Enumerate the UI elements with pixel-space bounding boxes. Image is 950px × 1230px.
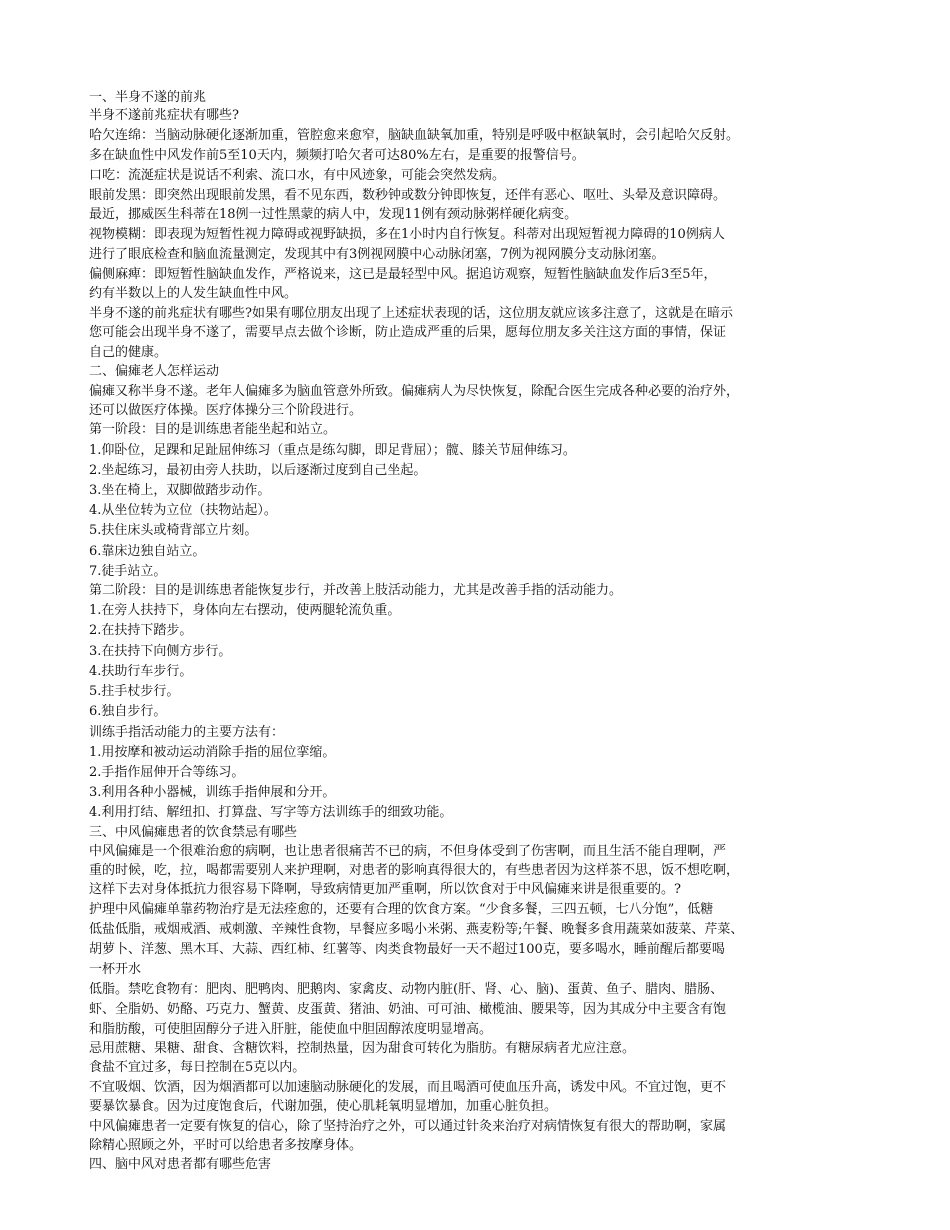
- text-line: 低脂。禁吃食物有：肥肉、肥鸭肉、肥鹅肉、家禽皮、动物内脏(肝、肾、心、脑)、蛋黄、鱼子、腊肉、腊肠、: [89, 982, 724, 998]
- document-body: [89, 88, 869, 1174]
- text-line: 半身不遂的前兆症状有哪些?如果有哪位朋友出现了上述症状表现的话，这位朋友就应该多注意了，这就是在暗示: [89, 306, 733, 322]
- text-line: 训练手指活动能力的主要方法有：: [89, 724, 285, 740]
- text-line: 眼前发黑：即突然出现眼前发黑，看不见东西，数秒钟或数分钟即恢复，还伴有恶心、呕吐、头晕及意识障碍。: [89, 188, 727, 204]
- text-line: 中风偏瘫患者一定要有恢复的信心，除了坚持治疗之外，可以通过针灸来治疗对病情恢复有很大的帮助啊，家属: [89, 1118, 727, 1134]
- text-line: 1.在旁人扶持下，身体向左右摆动，使两腿轮流负重。: [89, 603, 401, 619]
- text-line: 3.在扶持下向侧方步行。: [89, 643, 232, 659]
- text-line: 低盐低脂，戒烟戒酒、戒刺激、辛辣性食物，早餐应多喝小米粥、燕麦粉等;午餐、晚餐多食用蔬菜如菠菜、芹菜、: [89, 921, 744, 937]
- text-line: 您可能会出现半身不遂了，需要早点去做个诊断，防止造成严重的后果，愿每位朋友多关注这方面的事情，保证: [89, 325, 727, 341]
- text-line: 1.仰卧位，足踝和足趾屈伸练习（重点是练勾脚，即足背屈）；髋、膝关节屈伸练习。: [89, 442, 576, 458]
- text-line: 除精心照顾之外，平时可以给患者多按摩身体。: [89, 1137, 363, 1153]
- text-line: 4.从坐位转为立位（扶物站起）。: [89, 503, 277, 519]
- text-line: 4.扶助行车步行。: [89, 663, 193, 679]
- text-line: 4.利用打结、解纽扣、打算盘、写字等方法训练手的细致功能。: [89, 805, 453, 821]
- text-line: 和脂肪酸，可使胆固醇分子进入肝脏，能使血中胆固醇浓度明显增高。: [89, 1021, 493, 1037]
- text-line: 口吃：流涎症状是说话不利索、流口水，有中风迹象，可能会突然发病。: [89, 167, 506, 183]
- text-line: 3.利用各种小器械，训练手指伸展和分开。: [89, 785, 336, 801]
- text-line: 忌用蔗糖、果糖、甜食、含糖饮料，控制热量，因为甜食可转化为脂肪。有糖尿病者尤应注意。: [89, 1040, 636, 1056]
- text-line: 第二阶段：目的是训练患者能恢复步行，并改善上肢活动能力，尤其是改善手指的活动能力。: [89, 583, 623, 599]
- text-line: 自己的健康。: [89, 344, 168, 360]
- text-line: 最近，挪威医生科蒂在18例一过性黑蒙的病人中，发现11例有颈动脉粥样硬化病变。: [89, 207, 578, 223]
- text-line: 7.徒手站立。: [89, 563, 167, 579]
- text-line: 2.手指作屈伸开合等练习。: [89, 764, 245, 780]
- text-line: 护理中风偏瘫单靠药物治疗是无法痊愈的，还要有合理的饮食方案。“少食多餐，三四五顿，七八分饱”，低糖: [89, 902, 714, 918]
- text-line: 6.独自步行。: [89, 704, 167, 720]
- text-line: 约有半数以上的人发生缺血性中风。: [89, 286, 298, 302]
- text-line: 6.靠床边独自站立。: [89, 543, 206, 559]
- text-line: 2.在扶持下踏步。: [89, 623, 193, 639]
- text-line: 5.扶住床头或椅背部立片刻。: [89, 523, 258, 539]
- text-line: 1.用按摩和被动运动消除手指的屈位挛缩。: [89, 744, 336, 760]
- text-line: 视物模糊：即表现为短暂性视力障碍或视野缺损，多在1小时内自行恢复。科蒂对出现短暂视力障碍的10例病人: [89, 227, 725, 243]
- text-line: 半身不遂前兆症状有哪些?: [89, 108, 239, 124]
- text-line: 第一阶段：目的是训练患者能坐起和站立。: [89, 422, 337, 438]
- text-line: 偏侧麻痺：即短暂性脑缺血发作，严格说来，这已是最轻型中风。据追访观察，短暂性脑缺血发作后3至5年，: [89, 266, 717, 282]
- text-line: 还可以做医疗体操。医疗体操分三个阶段进行。: [89, 403, 363, 419]
- text-line: 这样下去对身体抵抗力很容易下降啊，导致病情更加严重啊，所以饮食对于中风偏瘫来讲是很重要的。?: [89, 882, 681, 898]
- text-line: 四、脑中风对患者都有哪些危害: [89, 1156, 272, 1172]
- text-line: 偏瘫又称半身不遂。老年人偏瘫多为脑血管意外所致。偏瘫病人为尽快恢复，除配合医生完成各种必要的治疗外，: [89, 384, 740, 400]
- text-line: 3.坐在椅上，双脚做踏步动作。: [89, 483, 271, 499]
- text-line: 进行了眼底检查和脑血流量测定，发现其中有3例视网膜中心动脉闭塞，7例为视网膜分支动脉闭塞。: [89, 246, 665, 262]
- text-line: 一杯开水: [89, 961, 142, 977]
- text-line: 要暴饮暴食。因为过度饱食后，代谢加强，使心肌耗氧明显增加，加重心脏负担。: [89, 1099, 558, 1115]
- text-line: 哈欠连绵：当脑动脉硬化逐渐加重，管腔愈来愈窄，脑缺血缺氧加重，特别是呼吸中枢缺氧时，会引起哈欠反射。: [89, 128, 740, 144]
- text-line: 5.拄手杖步行。: [89, 684, 180, 700]
- text-line: 多在缺血性中风发作前5至10天内，频频打哈欠者可达80%左右，是重要的报警信号。: [89, 147, 585, 163]
- text-line: 2.坐起练习，最初由旁人扶助，以后逐渐过度到自己坐起。: [89, 462, 427, 478]
- text-line: 食盐不宜过多，每日控制在5克以内。: [89, 1059, 306, 1075]
- text-line: 虾、全脂奶、奶酪、巧克力、蟹黄、皮蛋黄、猪油、奶油、可可油、橄榄油、腰果等，因为其成分中主要含有饱: [89, 1002, 727, 1018]
- text-line: 中风偏瘫是一个很难治愈的病啊，也让患者很痛苦不已的病，不但身体受到了伤害啊，而且生活不能自理啊，严: [89, 843, 727, 859]
- text-line: 重的时候，吃，拉，喝都需要别人来护理啊，对患者的影响真得很大的，有些患者因为这样茶不思，饭不想吃啊，: [89, 862, 740, 878]
- text-line: 三、中风偏瘫患者的饮食禁忌有哪些: [89, 824, 298, 840]
- text-line: 胡萝卜、洋葱、黑木耳、大蒜、西红柿、红薯等、肉类食物最好一天不超过100克，要多喝水，睡前醒后都要喝: [89, 941, 725, 957]
- text-line: 二、偏瘫老人怎样运动: [89, 363, 220, 379]
- text-line: 不宜吸烟、饮酒，因为烟酒都可以加速脑动脉硬化的发展，而且喝酒可使血压升高，诱发中风。不宜过饱，更不: [89, 1080, 727, 1096]
- text-line: 一、半身不遂的前兆: [89, 90, 207, 105]
